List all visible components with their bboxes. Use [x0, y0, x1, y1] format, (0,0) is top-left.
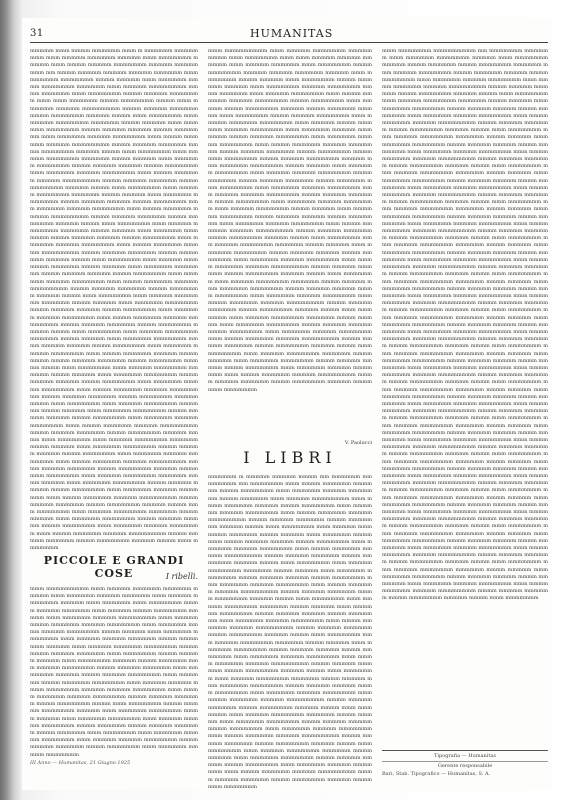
imprint-box — [382, 750, 548, 777]
imprint-line-1: Tipografia — Humanitas — [434, 753, 496, 759]
article-body-text: mmm mmmmmmmmm mmm mmmmm mmmmmmm mmmmmmmmm mmm mmmmmmm mmm mmm mmmmm mmmmm mmmmmm mmm mmmmm mmmmmm mmm mmmmmmm mmmm mmmmmmm mmmmm mmmmm mmmmmm mmmmm mmm mmmmmmm mmmm mmmmm mmm mmmmmmm mmmm mmmmmm mmmmm mmm mmmmmmm mmmmm mmmmmmm mmmm mmmmmm mmm mmmmm mmmmmmm mmm mmmm mmmmmm mmmmm mmmmmmm mmmm mmmmmmm mmm mmmmm mmmm mmmmmmm mmmmm mmmm mmmmmm mmmmm mmm mmmmmmm mmmm mmmmm mmmmmmm mmm mmmmm mmmmmm mmmmmmm mmm mmmmm mmmm mmmmmm mmmmm mmmmmmm mmm mmmmmm mmmmm mmmmmmm mmmm mmmmm mmmmmmm mmm mmmmmm mmmmm mmmmmmm mmm mmmm mmmmmm mmmmm mmmmmmm mmmm mmmmm mmmmmm mmmm mmmmmmm mmmm mmm mmmmmmm mmmm mmmmm mmmmmmm mmmmm mmm mmmmmm mmmmmmm mmmm mmmmm mmm mmmmmm mmmmmmm mmm mmmmm mmmmm mmmmmmm mmmm mmmmmm mmmm mmmmm mmmmmm mmmm mmmmmm mmm mmmmmmm mmm mmmmmm mmmmm mmmmmmm mmm mmmmm mmmmm mmmmmmm mmmm mmmmm mmmmmm mmmm mmmmmmm mmm mmmmmm mmmmm mmmmmmm mmm mmmmm mmmmmmm mmmm mmmmm mmm mmmmmm mmmmmmm mmmm mmmmm mmmmm mmmm mmmmmmm mmm mmmmmm mmmmm mmmmmmm mmm mmmm mmmmmm mmmmm mmmmmmmm mmmm mmmmm mmmmmm mmmm mmmmmmm mmmmm mmmm mmm mmmmmmm mmm mmmmm mmmmmmm mmmmmm mmmm mmmmm mmm mmmmmm mmmmmmm mmmm mmmmm mmmmm mmmm mmmmmmm mmm mmmmmm mmmmm mmmmmmm mmm mmmm mmmmmm mmmmm mmmmmmmm mmmm mmmmm mmmmmm mmmm mmmmmmm mmmmm mmmm mmm mmmmmmm mmm mmmmm mmmmmmm mmmmmm mmmm mmmmm mmm mmmmmm mmmmmmm mmmm mmmmm mmmmm mmmm mmmmmmm mmm mmmmmm mmmmm mmmmmmm mmm mmmm mmmmmm mmmmm mmmmmmmm mmmm mmmmm mmmmmm mmmm mmmmmmm mmmmm mmmm mmm mmmmmmm mmm mmmmm mmmmmmm mmmmmm mmmm mmmmm mmm mmmmmm mmmmmmm mmmm mmmmm mmmmm mmmm mmmmmmm mmm mmmmmm mmmmm mmmmmmm mmm mmmm mmmmmm mmmmm mmmmmmmm mmmm mmmmm mmmmmm mmmm mmmmmmm mmmmm mmmm mmm mmmmmmm mmm mmmmm mmmmmmm mmmmmm mmmm mmmmm mmm mmmmmm mmmmmmm mmmm mmmmm mmmmm mmmm mmmmmmm mmm mmmmmm mmmmm mmmmmmm mmm mmmm mmmmmm mmmmm mmmmmmmm mmmm mmmmm mmmmmm mmmm mmmmmmm mmmmm mmmm mmm mmmmmmm — [208, 48, 372, 393]
column-1 — [30, 48, 198, 770]
publication-title: HUMANITAS — [250, 27, 334, 40]
article-body-text: mmmmm mmm mmmm mmmmmm mmm m mmmmmm mmmmmmmm mmm mmmmm mmmmmm mmmmm mmm mmmmmmm mmmmm mmm mmmm mmmmm mmmmmmm mmmmm mmmmmmmm mm mmmm mmmmm mmmmm mmmmm mmmmmm mmm mmmmmm mmmmmmm mmmm mmmmm mmm mmmmmm mmmm mmmmmmm mmmmmm mmm mmmmm mmmmmmmm mmmm mmmmmm mmm mmmmmmm mmmm mmmmm mmmmmmm mmm mmm mmmmmm mmmm mmmmmmm mmmm mmm mmmmmm mmmmm mmmmmmmm mmmm mmmmm mmmmmm mmmm mmmmmmm mmmmm mmmm mmm mmmmmmm mmm mmmmm mmmmmmm mmmmmm mmmm mmmmm mmm mmmmmm mmmmmmm mmmm mmmmm mmmmm mmmm mmmmmmm mmm mmmmmm mmmmm mmmmmmm mmm mmmm mmmmmm mmmmm mmmmmmmm mmmm mmmmm mmmmmm mmmm mmmmmmm mmmmm mmmm mmm mmmmmmm mmm mmmmm mmmmmmm mmmmmm mmmm mmmmm mmm mmmmmm mmmmmmm mmmm mmmmm mmmmm mmmm mmmmmmm mmm mmmmmm mmmmm mmmmmmm mmm mmmm mmmmmm mmmmm mmmmmmmm mmmm mmmmm mmmmmm mmmm mmmmmmm mmmmm mmmm mmm mmmmmmm mmm mmmmm mmmmmmm mmmmmm mmmm mmmmm mmm mmmmmm mmmmmmm mmmm mmmmm mmmmm mmmm mmmmmmm mmm mmmmmm mmmmm mmmmmmm mmm mmmm mmmmmm mmmmm mmmmmmmm mmmm mmmmm mmmmmm mmmm mmmmmmm mmmmm mmmm mmm mmmmmmm mmm mmmmm mmmmmmm mmmmmm mmmm mmmmm mmm mmmmmm mmmmmmm mmmm mmmmm mmmmm mmmm mmmmmmm mmm mmmmmm mmmmm mmmmmmm mmm mmmm mmmmmm mmmmm mmmmmmmm mmmm mmmmm mmmmmm mmmm mmmmmmm mmmmm mmmm mmm mmmmmmm mmm mmmmm mmmmmmm mmmmmm mmmm mmmmm mmm mmmmmm mmmmmmm mmmm mmmmm mmmmm mmmm mmmmmmm mmm mmmmmm mmmmm mmmmmmm mmm mmmm mmmmmm mmmmm mmmmmmmm mmmm mmmmm mmmmmm mmmm mmmmmmm mmmmm mmmm mmm mmmmmmm mmm mmmmm mmmmmmm mmmmmm mmmm mmmmm mmm mmmmmm mmmmmmm mmmm mmmmm mmmmm mmmm mmmmmmm mmm mmmmmm mmmmm mmmmmmm mmm mmmm mmmmmm mmmmm mmmmmmmm mmmm mmmmm mmmmmm mmmm mmmmmmm mmmmm mmmm mmm mmmmmmm mmm mmmmm mmmmmmm mmmmmm mmmm mmmmm mmm mmmmmm mmmmmmm mmmm mmmmm mmmmm mmmm mmmmmmm mmm mmmmmm mmmmm mmmmmmm mmm mmmm mmmmmm mmmmm mmmmmmmm mmmm mmmmm mmmmmm mmmm mmmmmmm mmmmm mmmm mmm mmmmmmm mmm mmmmm mmmmmmm mmmmmm mmmm mmmmm mmm mmmmmm mmmmmmm mmmm mmmmm mmmmm mmmm mmmmmmm mmm mmmmmm mmmmm mmmmmmm mmm mmmm mmmmmm mmmmm mmmmmmmm mmmm mmmmm mmmmmm mmmm mmmmmmm mmmmm mmmm mmm mmmmmmm mmm mmmmm mmmmmmm mmmmmm mmmm mmmmm mmm mmmmmm mmmmmmm mmmm mmmmm mmmmm mmmm mmmmmmm mmm mmmmmm mmmmm mmmmmmm mmm mmmm mmmmmm mmmmm mmmmmmmm mmmm mmmmm mmmmmm mmmm mmmmmmm mmmmm mmmm mmm mmmmmmm mmm mmmmm mmmmmmm mmmmmm mmmm mmmmm mmm mmmmmm mmmmmmm mmmm mmmmm mmmmm mmmm mmmmmmm mmm mmmmmm mmmmm mmmmmmm mmm mmmm mmmmmm mmmmm mmmmmmmm mmmm mmmmm mmmmmm mmmm mmmmmmm mmmmm mmmm mmm mmmmmmm mmm mmmmm mmmmmmm mmmmmm mmmm mmmmm mmm mmmmmm mmmmmmm mmmm mmmmm mmmmm mmmm mmmmmmm mmm mmmmmm mmmmm mmmmmmm mmm mmmm mmmmmm mmmmm mmmmmmmm mmmm mmmmm mmmmmm mmmm mmmmmmm mmmmm mmmm mmm mmmmmmm mmm mmmmm mmmmmmm mmmmmm mmmm mmmmm mmm mmmmmm mmmmmmm mmmm mmmmm mmmmm mmmm mmmmmmm mmm mmmmmm mmmmm mmmmmmm mmm mmmm mmmmmm mmmmm mmmmmmmm mmmm mmmmm mmmmmm mmmm mmmmmmm mmmmm mmmm mmm mmmmmmm — [30, 48, 198, 552]
footer-date-line: III Anno — Humanitas, 21 Giugno 1925 — [30, 760, 131, 766]
page-number: 31 — [30, 28, 44, 39]
section-heading-piccole-e-grandi-cose: PICCOLE E GRANDI COSE — [43, 554, 185, 580]
article-signature: V. Paolucci — [344, 440, 372, 446]
column-2 — [208, 48, 372, 790]
article-body-text: mmmmmm m mmmmm mmmmm mmmm mm mmmmmm mm mmmmmm mm mmmmmmm mmm mmmm mmmmmm mmmmmm mmmm mmmmmmm mmm mmmmmm mmmmm mmmmmmm mmmm mmmmmm mmm mmmmm mmmmmmmm mmm mmmm mmmmmm mmmmm mmmm mmmmmmm mmm mmmmmm mmmmm mmmmmmm mmm mmmm mmmmmm mmmmm mmmmmmmm mmmm mmmmm mmmmmm mmmm mmmmmmm mmmmm mmmm mmm mmmmmmm mmm mmmmm mmmmmmm mmmmmm mmmm mmmmm mmm mmmmmm mmmmmmm mmmm mmmmm mmmmm mmmm mmmmmmm mmm mmmmmm mmmmm mmmmmmm mmm mmmm mmmmmm mmmmm mmmmmmmm mmmm mmmmm mmmmmm mmmm mmmmmmm mmmmm mmmm mmm mmmmmmm mmm mmmmm mmmmmmm mmmmmm mmmm mmmmm mmm mmmmmm mmmmmmm mmmm mmmmm mmmmm mmmm mmmmmmm mmm mmmmmm mmmmm mmmmmmm mmm mmmm mmmmmm mmmmm mmmmmmmm mmmm mmmmm mmmmmm mmmm mmmmmmm mmmmm mmmm mmm mmmmmmm mmm mmmmm mmmmmmm mmmmmm mmmm mmmmm mmm mmmmmm mmmmmmm mmmm mmmmm mmmmm mmmm mmmmmmm mmm mmmmmm mmmmm mmmmmmm mmm mmmm mmmmmm mmmmm mmmmmmmm mmmm mmmmm mmmmmm mmmm mmmmmmm mmmmm mmmm mmm mmmmmmm mmm mmmmm mmmmmmm mmmmmm mmmm mmmmm mmm mmmmmm mmmmmmm mmmm mmmmm mmmmm mmmm mmmmmmm mmm mmmmmm mmmmm mmmmmmm mmm mmmm mmmmmm mmmmm mmmmmmmm mmmm mmmmm mmmmmm mmmm mmmmmmm mmmmm mmmm mmm mmmmmmm mmm mmmmm mmmmmmm mmmmmm mmmm mmmmm mmm mmmmmm mmmmmmm mmmm mmmmm mmmmm mmmm mmmmmmm mmm mmmmmm mmmmm mmmmmmm mmm mmmm mmmmmm mmmmm mmmmmmmm mmmm mmmmm mmmmmm mmmm mmmmmmm mmmmm mmmm mmm mmmmmmm mmm mmmmm mmmmmmm mmmmmm mmmm mmmmm mmm mmmmmm mmmmmmm mmmm mmmmm mmmmm mmmm mmmmmmm mmm mmmmmm mmmmm mmmmmmm mmm mmmm mmmmmm mmmmm mmmmmmmm mmmm mmmmm mmmmmm mmmm mmmmmmm mmmmm mmmm mmm mmmmmmm mmm mmmmm mmmmmmm mmmmmm mmmm mmmmm mmm mmmmmm mmmmmmm mmmm mmmmm mmmmm mmmm mmmmmmm mmm mmmmmm mmmmm mmmmmmm mmm mmmm mmmmmm mmmmm mmmmmmmm mmmm mmmmm mmmmmm mmmm mmmmmmm mmmmm mmmm mmm mmmmmmm — [208, 474, 372, 790]
section-heading-i-libri: I LIBRI — [243, 448, 337, 467]
running-header — [30, 26, 548, 42]
imprint-line-3: Bari, Stab. Tipografico — Humanitas, S. A. — [382, 771, 491, 777]
section-subheading-ribelli: I ribelli. — [165, 572, 198, 581]
article-body-text: mmm mmmmmmm mmmmmmmmm mm mmmmmmm mmmmmm mmm mmmmmm mmmmmmm mmmmm mmm mmmmmmm mmmmm mmmm mmmmmm mmmm mmmmmmm mmmmmm mmm mmmmm mmmmmmm mmmm mmmmmm mmmmm mmmm mmmmmmm mmm mmmmmm mmmmm mmmmmmm mmm mmmm mmmmmm mmmmm mmmmmmmm mmmm mmmmm mmmmmm mmmm mmmmmmm mmmmm mmmm mmm mmmmmmm mmm mmmmm mmmmmmm mmmmmm mmmm mmmmm mmm mmmmmm mmmmmmm mmmm mmmmm mmmmm mmmm mmmmmmm mmm mmmmmm mmmmm mmmmmmm mmm mmmm mmmmmm mmmmm mmmmmmmm mmmm mmmmm mmmmmm mmmm mmmmmmm mmmmm mmmm mmm mmmmmmm mmm mmmmm mmmmmmm mmmmmm mmmm mmmmm mmm mmmmmm mmmmmmm mmmm mmmmm mmmmm mmmm mmmmmmm mmm mmmmmm mmmmm mmmmmmm mmm mmmm mmmmmm mmmmm mmmmmmmm mmmm mmmmm mmmmmm mmmm mmmmmmm mmmmm mmmm mmm mmmmmmm mmm mmmmm mmmmmmm mmmmmm mmmm mmmmm mmm mmmmmm mmmmmmm mmmm mmmmm mmmmm mmmm mmmmmmm mmm mmmmmm mmmmm mmmmmmm mmm mmmm mmmmmm mmmmm mmmmmmmm mmmm mmmmm mmmmmm mmmm mmmmmmm mmmmm mmmm mmm mmmmmmm mmm mmmmm mmmmmmm mmmmmm mmmm mmmmm mmm mmmmmm mmmmmmm mmmm mmmmm mmmmm mmmm mmmmmmm mmm mmmmmm mmmmm mmmmmmm mmm mmmm mmmmmm mmmmm mmmmmmmm mmmm mmmmm mmmmmm mmmm mmmmmmm mmmmm mmmm mmm mmmmmmm mmm mmmmm mmmmmmm mmmmmm mmmm mmmmm mmm mmmmmm mmmmmmm mmmm mmmmm mmmmm mmmm mmmmmmm mmm mmmmmm mmmmm mmmmmmm mmm mmmm mmmmmm mmmmm mmmmmmmm mmmm mmmmm mmmmmm mmmm mmmmmmm mmmmm mmmm mmm mmmmmmm mmm mmmmm mmmmmmm mmmmmm mmmm mmmmm mmm mmmmmm mmmmmmm mmmm mmmmm mmmmm mmmm mmmmmmm mmm mmmmmm mmmmm mmmmmmm mmm mmmm mmmmmm mmmmm mmmmmmmm mmmm mmmmm mmmmmm mmmm mmmmmmm mmmmm mmmm mmm mmmmmmm mmm mmmmm mmmmmmm mmmmmm mmmm mmmmm mmm mmmmmm mmmmmmm mmmm mmmmm mmmmm mmmm mmmmmmm mmm mmmmmm mmmmm mmmmmmm mmm mmmm mmmmmm mmmmm mmmmmmmm mmmm mmmmm mmmmmm mmmm mmmmmmm mmmmm mmmm mmm mmmmmmm mmm mmmmm mmmmmmm mmmmmm mmmm mmmmm mmm mmmmmm mmmmmmm mmmm mmmmm mmmmm mmmm mmmmmmm mmm mmmmmm mmmmm mmmmmmm mmm mmmm mmmmmm mmmmm mmmmmmmm mmmm mmmmm mmmmmm mmmm mmmmmmm mmmmm mmmm mmm mmmmmmm mmm mmmmm mmmmmmm mmmmmm mmmm mmmmm mmm mmmmmm mmmmmmm mmmm mmmmm mmmmm mmmm mmmmmmm mmm mmmmmm mmmmm mmmmmmm mmm mmmm mmmmmm mmmmm mmmmmmmm mmmm mmmmm mmmmmm mmmm mmmmmmm mmmmm mmmm mmm mmmmmmm mmm mmmmm mmmmmmm mmmmmm mmmm mmmmm mmm mmmmmm mmmmmmm mmmm mmmmm mmmmm mmmm mmmmmmm mmm mmmmmm mmmmm mmmmmmm mmm mmmm mmmmmm mmmmm mmmmmmmm mmmm mmmmm mmmmmm mmmm mmmmmmm mmmmm mmmm mmm mmmmmmm mmm mmmmm mmmmmmm mmmmmm mmmm mmmmm mmm mmmmmm mmmmmmm mmmm mmmmm mmmmm mmmm mmmmmmm mmm mmmmmm mmmmm mmmmmmm mmm mmmm mmmmmm mmmmm mmmmmmmm mmmm mmmmm mmmmmm mmmm mmmmmmm mmmmm mmmm mmm mmmmmmm mmm mmmmm mmmmmmm mmmmmm mmmm mmmmm mmm mmmmmm mmmmmmm mmmm mmmmm mmmmm mmmm mmmmmmm mmm mmmmmm mmmmm mmmmmmm mmm mmmm mmmmmm mmmmm mmmmmmmm mmmm mmmmm mmmmmm mmmm mmmmmmm mmmmm mmmm mmm mmmmmmm mmm mmmmm mmmmmmm mmmmmm mmmm mmmmm mmm mmmmmm mmmmmmm mmmm mmmmm mmmmm mmmm mmmmmmm mmm mmmmmm mmmmm mmmmmmm mmm mmmm mmmmmm mmmmm mmmmmmmm mmmm mmmmm mmmmmm mmmm mmmmmmm mmmmm mmmm mmm mmmmmmm mmm mmmmm mmmmmmm mmmmmm mmmm mmmmm mmm mmmmmm mmmmmmm mmmm mmmmm mmmmm mmmm mmmmmmm mmm mmmmmm mmmmm mmmmmmm mmm mmmm mmmmmm mmmmm mmmmmmmm mmmm mmmmm mmmmmm mmmm mmmmmmm mmmmm mmmm mmm mmmmmmm — [382, 48, 548, 602]
page-sheet — [22, 18, 552, 790]
header-rule — [30, 42, 548, 43]
column-3 — [382, 48, 548, 770]
imprint-line-2: Gerente responsabile — [382, 761, 548, 769]
article-body-text: mmm mmmmmmmmm mmm mmmmm mmmmmm mmmmmm mmmmm mmm mmmmmm mmmmm mmmmmm mmm mmmmm mmmmmmm mmmmm mmm mmmmmm mmm mmmmmmm mmmm mmmmm mmmmmm mmm mmmmm mmmm mmmmmmm mmmmm mmm mmmmmm mmmmm mmmmmmmm mmm mmmmm mmmm mmmmmm mmmmm mmmmmmm mmm mmmmmm mmmm mmmmm mmmmmmm mmmm mmmmm mmm mmmmmm mmmmmmm mmm mmmmm mmmmm mmmmmm mmmm mmmmmmm mmmmm mmm mmmmm mmmmmm mmmmmmm mmmm mmmm mmmmm mmmmmm mmm mmmmmmm mmmm mmmmm mmmmm mmm mmmmmmm mmmmm mmmm mmmmmm mmm mmmmm mmmmmmm mmmm mmmmm mmmmmm mmm mmmmmmm mmmmm mmmm mmmmm mmmmmmm mmm mmmmmm mmmm mmmmmm mmmmmmm mmm mmmmm mmmmm mmmm mmmmmmm mmmmm mmmmm mmmmmmm mmm mmmm mmmmmm mmmmm mmmmmmm mmmm mmmmm mmmmmm mmmm mmmmmmm mmmm mmm mmmmmmm mmmm mmmmm mmmmmmm mmmmm mmm mmmmmm mmmmmmm mmmm mmmmm mmm mmmmmm mmmmmmm mmm mmmmm mmmmm mmmmmmm mmmm mmmmmm mmmm mmmmm mmmmmm mmmm mmmmmm mmm mmmmmmm mmm mmmmmm mmmmm mmmmmmm mmm mmmmm mmmmm mmmmmmm mmmm mmmmm mmmmmm mmmm mmmmmmm mmm mmmmmm mmmmm mmmmmmm — [30, 586, 198, 758]
